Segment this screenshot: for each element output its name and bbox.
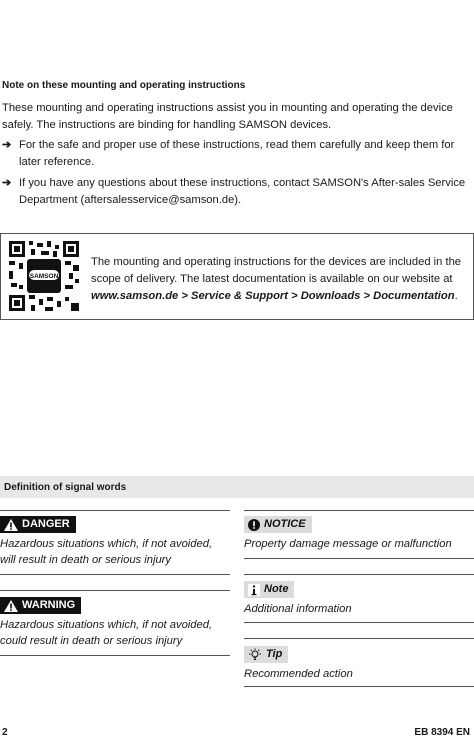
tip-label: Tip (266, 648, 283, 660)
danger-description: Hazardous situations which, if not avoided, will result in death or serious injury (0, 538, 213, 566)
divider (0, 574, 230, 575)
qr-box-period: . (454, 290, 458, 302)
warning-description: Hazardous situations which, if not avoided, could result in death or serious injury (0, 619, 213, 647)
qr-box-sentence: The mounting and operating instructions for the devices are included in the scope of delivery. The latest documentation is available on our website at (91, 256, 462, 285)
divider (244, 686, 474, 687)
warning-triangle-icon (4, 600, 18, 612)
danger-label: DANGER (22, 518, 70, 530)
documentation-link[interactable]: www.samson.de > Service & Support > Downloads > Documentation (91, 290, 455, 302)
danger-badge (0, 516, 76, 533)
arrow-right-icon: ➔ (2, 139, 12, 151)
intro-paragraph: These mounting and operating instructions assist you in mounting and operating the device safely. The instructions are binding for handling SAMSON devices. (2, 102, 453, 131)
list-item-text: If you have any questions about these instructions, contact SAMSON's After-sales Service Department (aftersalesservice@samson.de). (19, 177, 466, 206)
qr-box-text (91, 254, 469, 305)
exclamation-circle-icon (248, 519, 260, 531)
notice-label: NOTICE (264, 518, 306, 530)
qr-logo-text: SAMSON (29, 273, 59, 280)
lightbulb-icon (248, 648, 262, 662)
notice-description: Property damage message or malfunction (244, 538, 452, 550)
warning-label: WARNING (22, 599, 76, 611)
divider (0, 655, 230, 656)
signal-words-heading: Definition of signal words (4, 482, 127, 493)
warning-triangle-icon (4, 519, 18, 531)
note-description: Additional information (244, 603, 352, 615)
arrow-right-icon: ➔ (2, 177, 12, 189)
tip-badge (244, 646, 288, 663)
list-item (2, 175, 472, 209)
divider (244, 510, 474, 511)
tip-description: Recommended action (244, 668, 353, 680)
signal-words-header (0, 476, 474, 498)
divider (0, 590, 230, 591)
instruction-list (2, 137, 472, 213)
list-item-text: For the safe and proper use of these instructions, read them carefully and keep them for later reference. (19, 139, 455, 168)
warning-badge (0, 597, 81, 614)
note-heading: Note on these mounting and operating instructions (2, 80, 246, 91)
list-item (2, 137, 472, 171)
note-label: Note (264, 583, 289, 595)
divider (244, 638, 474, 639)
qr-code-icon (7, 239, 81, 313)
divider (0, 510, 230, 511)
note-badge (244, 581, 294, 598)
divider (244, 574, 474, 575)
info-icon (248, 584, 260, 596)
divider (244, 558, 474, 559)
notice-badge (244, 516, 312, 533)
page-number: 2 (2, 727, 8, 738)
qr-info-box (0, 233, 474, 320)
document-id: EB 8394 EN (414, 727, 470, 738)
divider (244, 622, 474, 623)
